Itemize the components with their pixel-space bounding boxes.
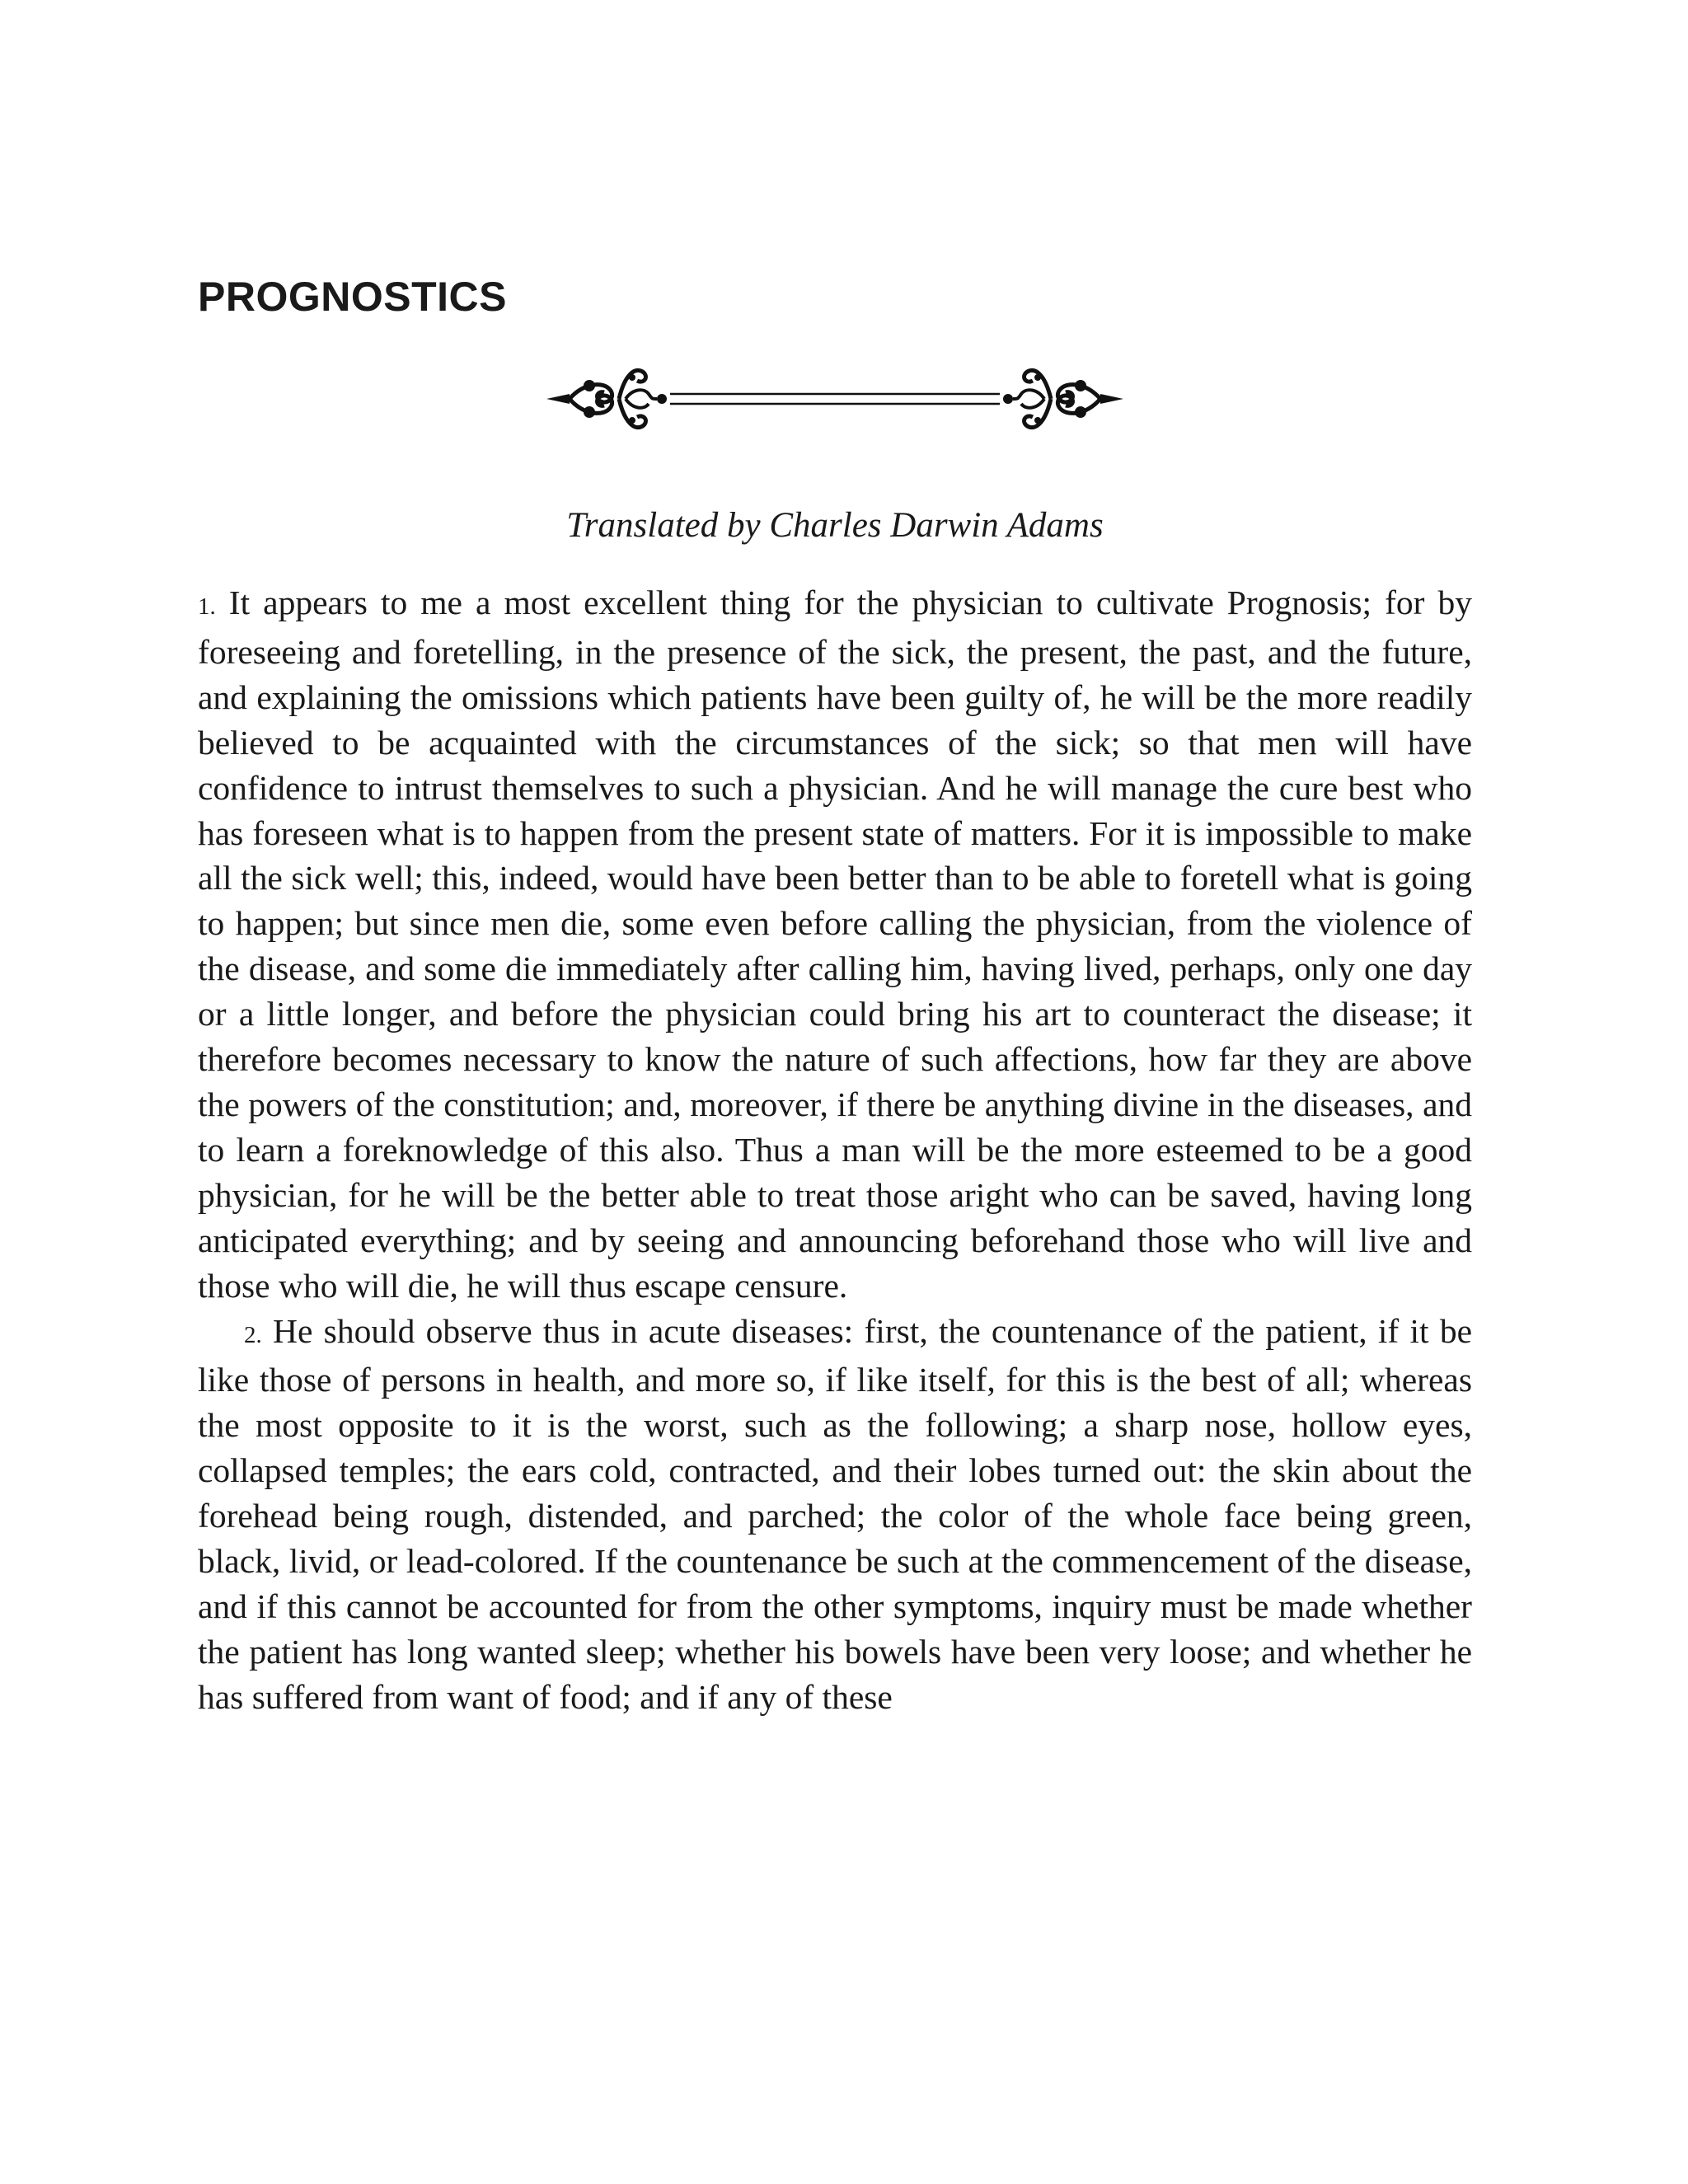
translator-byline: Translated by Charles Darwin Adams bbox=[566, 506, 1104, 545]
paragraph-text: He should observe thus in acute diseases: first, the countenance of the patient, if it be like those of persons in health, and more so, if like itself, for this is the best of all; whereas the most opposite to it is the worst, such as the following; a sharp nose, hollow eyes, collapsed temples; the ears cold, contracted, and their lobes turned out: the skin about the forehead being rough, distended, and parched; the color of the whole face being green, black, livid, or lead-colored. If the countenance be such at the commencement of the disease, and if this cannot be accounted for from the other symptoms, inquiry must be made whether the patient has long wanted sleep; whether his bowels have been very loose; and whether he has suffered from want of food; and if any of these bbox=[198, 1311, 1473, 1716]
paragraph-text: It appears to me a most excellent thing for the physician to cultivate Prognosis; for by foreseeing and foretelling, in the presence of the sick, the present, the past, and the future, and explaining the omissions which patients have been guilty of, he will be the more readily believed to be acquainted with the circumstances of the sick; so that men will have confidence to intrust themselves to such a physician. And he will manage the cure best who has foreseen what is to happen from the present state of matters. For it is impossible to make all the sick well; this, indeed, would have been better than to be able to foretell what is going to happen; but since men die, some even before calling the physician, from the violence of the disease, and some die immediately after calling him, having lived, perhaps, only one day or a little longer, and before the physician could bring his art to counteract the disease; it therefore becomes necessary to know the nature of such affections, how far they are above the powers of the constitution; and, moreover, if there be anything divine in the diseases, and to learn a foreknowledge of this also. Thus a man will be the more esteemed to be a good physician, for he will be the better able to treat those aright who can be saved, having long anticipated everything; and by seeing and announcing beforehand those who will live and those who will die, he will thus escape censure. bbox=[198, 583, 1473, 1305]
paragraph-1 bbox=[198, 580, 1472, 1309]
scroll-divider-ornament-icon bbox=[546, 358, 1123, 440]
paragraph-2 bbox=[198, 1309, 1472, 1720]
document-title: PROGNOSTICS bbox=[198, 274, 507, 320]
paragraph-number: 1. bbox=[198, 593, 216, 620]
document-page bbox=[198, 272, 1472, 1720]
paragraph-number: 2. bbox=[244, 1321, 262, 1348]
